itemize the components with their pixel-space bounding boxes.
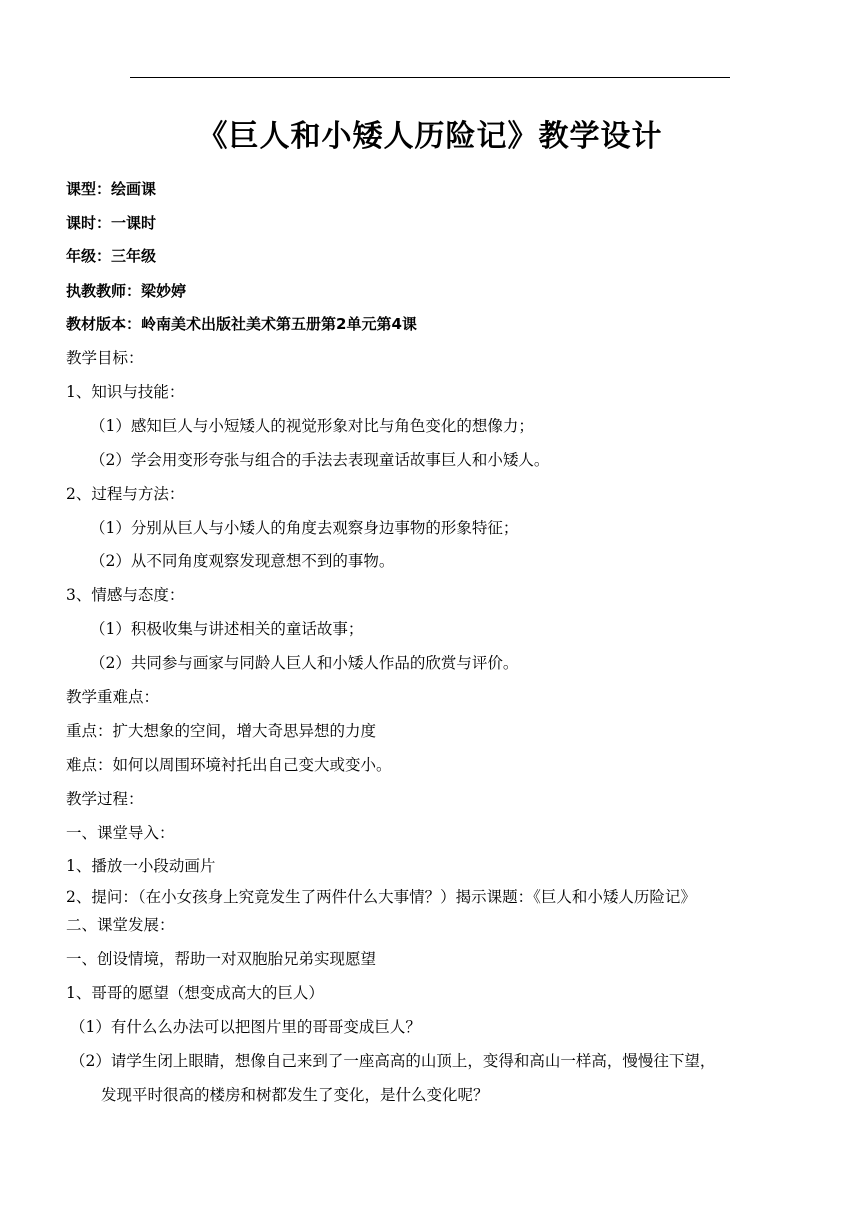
objective-process-methods: 2、过程与方法：: [66, 485, 185, 503]
section-development: 二、课堂发展：: [66, 916, 175, 934]
meta-course-type: 课型：绘画课: [66, 180, 157, 198]
heading-teaching-process: 教学过程：: [66, 790, 144, 808]
objective-item: （2）从不同角度观察发现意想不到的事物。: [90, 552, 395, 570]
heading-key-difficult-points: 教学重难点：: [66, 688, 160, 706]
objective-item: （1）积极收集与讲述相关的童话故事；: [90, 620, 364, 638]
objective-knowledge-skills: 1、知识与技能：: [66, 383, 185, 401]
objective-item: （2）共同参与画家与同龄人巨人和小矮人作品的欣赏与评价。: [90, 654, 519, 672]
objective-item: （1）分别从巨人与小矮人的角度去观察身边事物的形象特征；: [90, 519, 519, 537]
meta-class-hours: 课时：一课时: [66, 214, 157, 232]
meta-grade: 年级：三年级: [66, 247, 157, 265]
difficult-point: 难点：如何以周围环境衬托出自己变大或变小。: [66, 756, 392, 774]
process-step: 1、播放一小段动画片: [66, 857, 216, 875]
heading-teaching-objectives: 教学目标：: [66, 349, 144, 367]
process-step: 2、提问：（在小女孩身上究竟发生了两件什么大事情？）揭示课题：《巨人和小矮人历险记》: [66, 888, 696, 906]
process-substep-continuation: 发现平时很高的楼房和树都发生了变化，是什么变化呢？: [101, 1086, 489, 1104]
process-step: 1、哥哥的愿望（想变成高大的巨人）: [66, 984, 324, 1002]
meta-teacher: 执教教师：梁妙婷: [66, 282, 187, 300]
process-substep: （1）有什么么办法可以把图片里的哥哥变成巨人？: [70, 1018, 421, 1036]
objective-emotion-attitude: 3、情感与态度：: [66, 586, 185, 604]
section-introduction: 一、课堂导入：: [66, 824, 175, 842]
header-rule: [130, 77, 730, 78]
document-title: 《巨人和小矮人历险记》教学设计: [197, 119, 663, 154]
key-point: 重点：扩大想象的空间，增大奇思异想的力度: [66, 722, 377, 740]
process-substep: （2）请学生闭上眼睛，想像自己来到了一座高高的山顶上，变得和高山一样高，慢慢往下望，: [70, 1052, 716, 1070]
objective-item: （1）感知巨人与小短矮人的视觉形象对比与角色变化的想像力；: [90, 417, 534, 435]
process-step: 一、创设情境，帮助一对双胞胎兄弟实现愿望: [66, 950, 377, 968]
objective-item: （2）学会用变形夸张与组合的手法去表现童话故事巨人和小矮人。: [90, 451, 550, 469]
meta-textbook-edition: 教材版本：岭南美术出版社美术第五册第2单元第4课: [66, 315, 417, 333]
